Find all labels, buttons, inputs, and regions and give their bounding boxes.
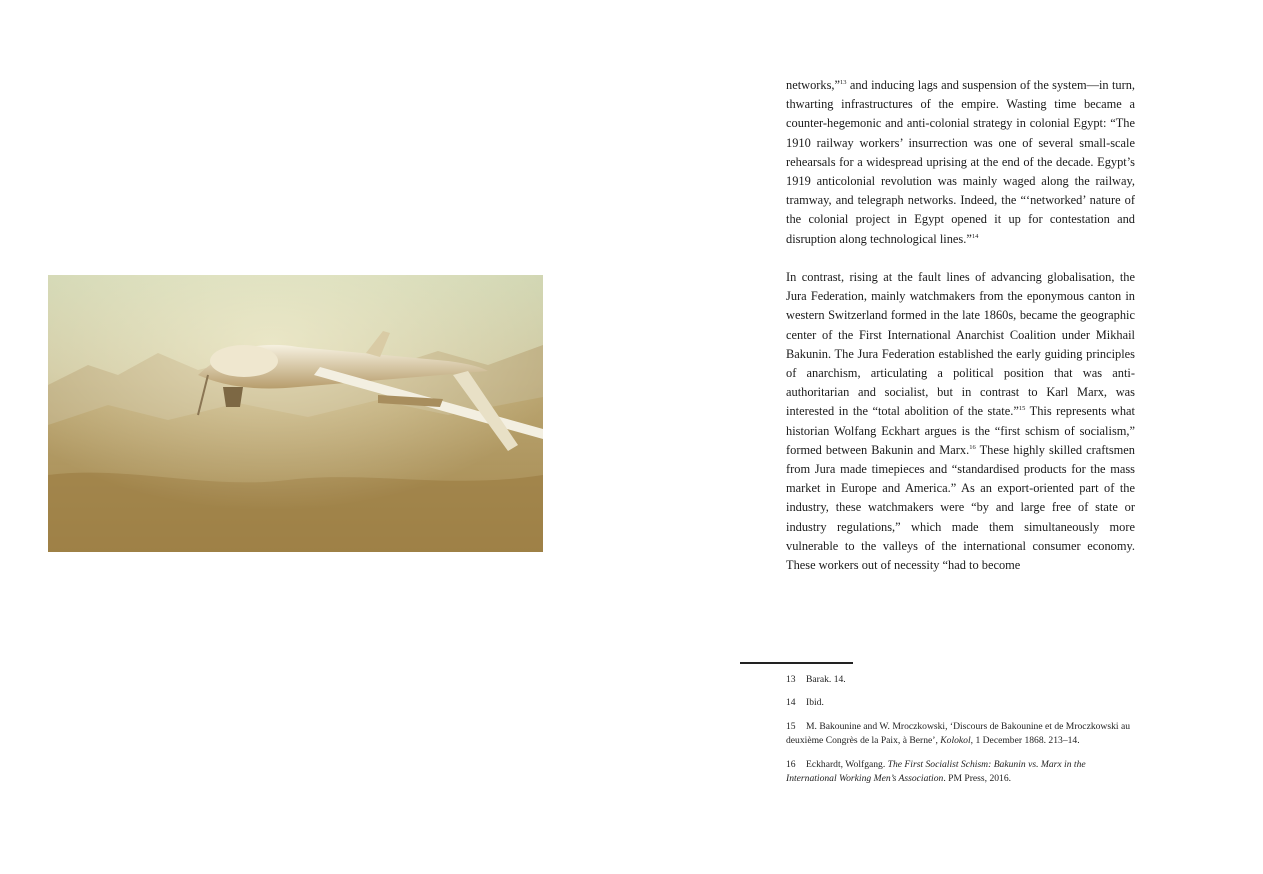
footnote-ref[interactable]: 14: [971, 232, 979, 240]
body-paragraph: [786, 76, 1135, 249]
footnote-text: Barak. 14.: [806, 674, 846, 685]
footnote-ref[interactable]: 15: [1018, 405, 1026, 413]
footnote-text: M. Bakounine and W. Mroczkowski, ‘Discours de Bakounine et de Mroczkowski au deuxième Congrès de la Paix, à Berne’,: [786, 720, 1130, 747]
body-text-column: [786, 76, 1135, 575]
drone-photo: [48, 275, 543, 552]
footnote-number: 14: [786, 697, 796, 709]
footnote-15: [786, 720, 1131, 750]
footnotes: [786, 673, 1131, 796]
footnote-number: 13: [786, 674, 796, 685]
footnote-ref[interactable]: 13: [840, 79, 847, 86]
footnote-number: 16: [786, 758, 796, 770]
paragraph-text: and inducing lags and suspension of the system—in turn, thwarting infrastructures of the empire. Wasting time became a counter-hegemonic and anti-colonial strategy in colonial Egypt: “The 1910 railway workers’ insurrection was one of several small-scale rehearsals for a widespread uprising at the end of the decade. Egypt’s 1919 anticolonial revolution was mainly waged along the railway, tramway, and telegraph networks. Indeed, the “‘networked’ nature of the colonial project in Egypt opened it up for contestation and disruption along technological lines.”: [786, 78, 1135, 246]
footnote-divider: [740, 662, 853, 664]
footnote-text: Ibid.: [806, 697, 824, 709]
footnote-text: Eckhardt, Wolfgang.: [806, 758, 888, 770]
footnote-ref[interactable]: 16: [969, 443, 976, 451]
paragraph-text: This represents what historian Wolfang Eckhart argues is the “first schism of socialism,” formed between Bakunin and Marx.: [786, 404, 1135, 457]
paragraph-text: In contrast, rising at the fault lines of advancing globalisation, the Jura Federation, mainly watchmakers from the eponymous canton in western Switzerland formed in the late 1860s, became the geographic center of the First International Anarchist Coalition under Mikhail Bakunin. The Jura Federation established the early guiding principles of anarchism, articulating a political position that was anti-authoritarian and socialist, but in contrast to Karl Marx, was interested in the “total abolition of the state.”: [786, 270, 1135, 419]
footnote-text: . PM Press, 2016.: [943, 773, 1012, 785]
footnote-number: 15: [786, 720, 796, 732]
footnote-14: [786, 696, 1131, 711]
paragraph-text: networks,”: [786, 78, 841, 92]
body-paragraph: [786, 268, 1135, 575]
footnote-italic: Kolokol: [940, 735, 971, 747]
footnote-16: [786, 758, 1131, 788]
footnote-13: [786, 673, 1131, 688]
footnote-italic: The First Socialist Schism: Bakunin vs. Marx in the International Working Men’s Association: [786, 758, 1086, 785]
footnote-text: , 1 December 1868. 213–14.: [970, 735, 1080, 747]
paragraph-text: These highly skilled craftsmen from Jura made timepieces and “standardised products for the mass market in Europe and America.” As an export-oriented part of the industry, these watchmakers were “by and large free of state or industry regulations,” which made them simultaneously more vulnerable to the valleys of the international consumer economy. These workers out of necessity “had to become: [786, 442, 1136, 573]
